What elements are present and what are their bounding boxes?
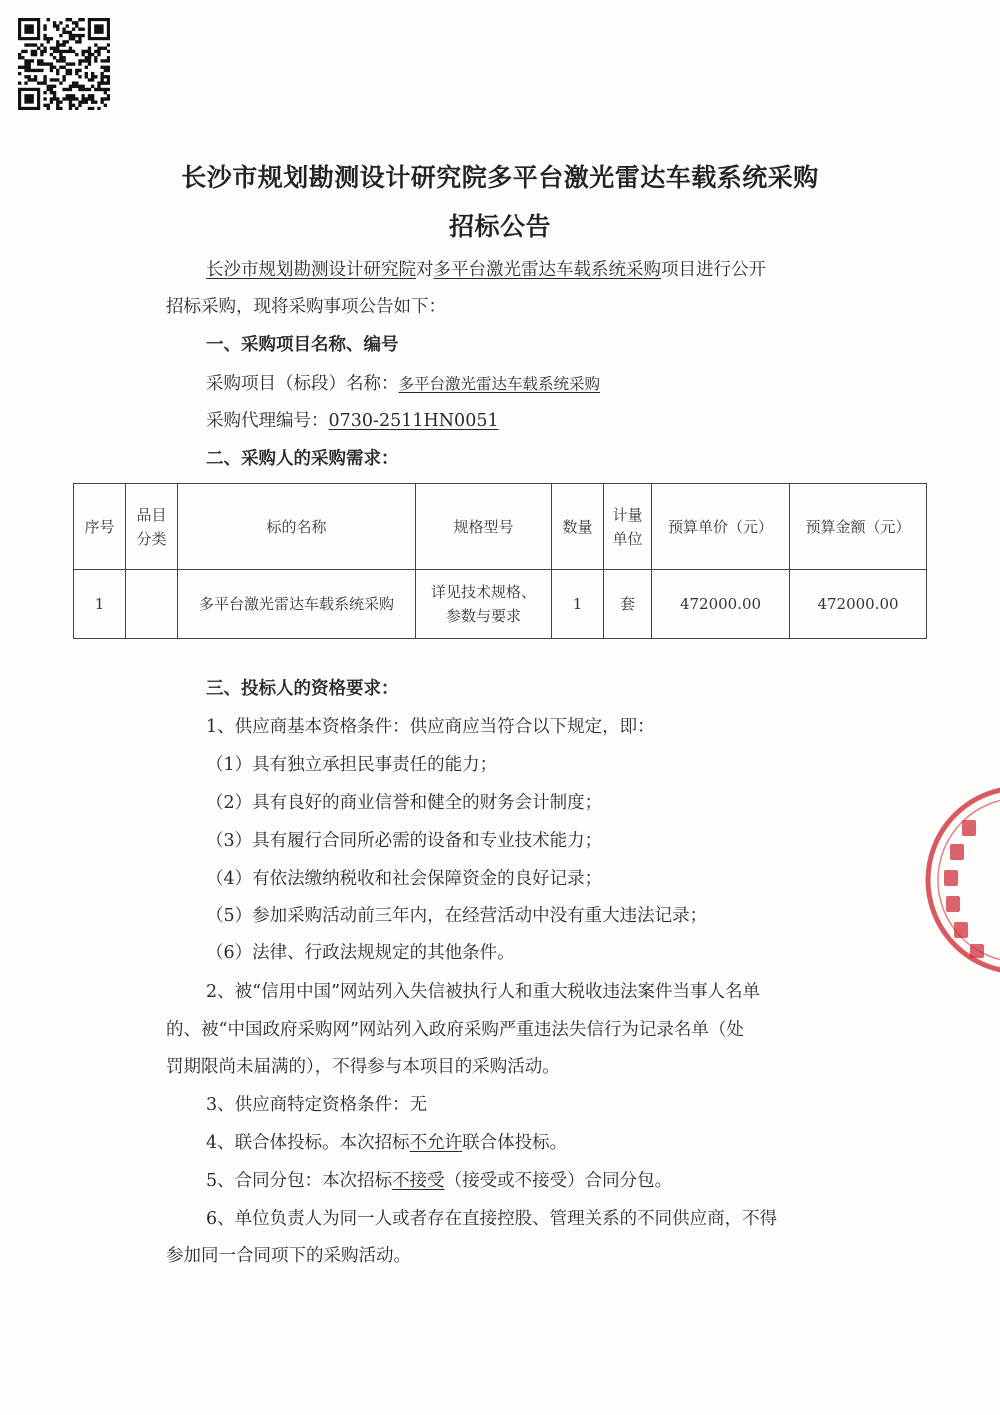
- qualification-1-item: （2）具有良好的商业信誉和健全的财务会计制度；: [206, 793, 603, 813]
- header-seq: 序号: [74, 484, 126, 570]
- qualification-4: 4、联合体投标。本次招标不允许联合体投标。: [206, 1133, 568, 1153]
- section2-heading: 二、采购人的采购需求：: [206, 449, 399, 469]
- project-code-value: 0730-2511HN0051: [328, 411, 499, 431]
- qualification-6-line2: 参加同一合同项下的采购活动。: [166, 1246, 411, 1266]
- doc-title-line2: 招标公告: [448, 212, 551, 241]
- intro-line1: [206, 262, 766, 280]
- cell-name: 多平台激光雷达车载系统采购: [178, 570, 416, 639]
- intro-line2: 招标采购，现将采购事项公告如下：: [166, 297, 446, 317]
- qualification-3: 3、供应商特定资格条件：无: [206, 1095, 428, 1115]
- qualification-1-item: （3）具有履行合同所必需的设备和专业技术能力；: [206, 831, 603, 851]
- project-name-label: 采购项目（标段）名称：: [206, 374, 399, 394]
- header-unit: 计量 单位: [604, 484, 652, 570]
- qualification-1-item: （6）法律、行政法规规定的其他条件。: [206, 943, 515, 963]
- header-spec: 规格型号: [416, 484, 552, 570]
- requirements-table: [73, 483, 927, 639]
- qualification-2-line2: 的、被“中国政府采购网”网站列入政府采购严重违法失信行为记录名单（处: [166, 1020, 744, 1040]
- table-header-row: [74, 484, 927, 570]
- qualification-1-item: （5）参加采购活动前三年内，在经营活动中没有重大违法记录；: [206, 906, 708, 926]
- consortium-flag: 不允许: [409, 1133, 463, 1153]
- subcontract-flag: 不接受: [392, 1171, 445, 1191]
- qr-code-icon: [18, 18, 110, 110]
- qualification-6-line1: 6、单位负责人为同一人或者存在直接控股、管理关系的不同供应商，不得: [206, 1209, 778, 1229]
- header-category: 品目 分类: [126, 484, 178, 570]
- qualification-2-line1: 2、被“信用中国”网站列入失信被执行人和重大税收违法案件当事人名单: [206, 982, 761, 1002]
- header-amount: 预算金额（元）: [790, 484, 927, 570]
- header-price: 预算单价（元）: [652, 484, 790, 570]
- intro-project: 多平台激光雷达车载系统采购: [433, 260, 661, 280]
- cell-amount: 472000.00: [790, 570, 927, 639]
- doc-title-line1: 长沙市规划勘测设计研究院多平台激光雷达车载系统采购: [181, 163, 819, 192]
- qualification-1-item: （1）具有独立承担民事责任的能力；: [206, 755, 498, 775]
- project-name-value: 多平台激光雷达车载系统采购: [398, 375, 601, 393]
- section1-heading: 一、采购项目名称、编号: [206, 335, 399, 355]
- cell-seq: 1: [74, 570, 126, 639]
- header-name: 标的名称: [178, 484, 416, 570]
- cell-qty: 1: [552, 570, 604, 639]
- qualification-1-item: （4）有依法缴纳税收和社会保障资金的良好记录；: [206, 869, 603, 889]
- project-name-line: [206, 376, 600, 394]
- cell-spec: 详见技术规格、 参数与要求: [416, 570, 552, 639]
- intro-rest: 项目进行公开: [661, 260, 766, 280]
- qualification-5: 5、合同分包：本次招标不接受（接受或不接受）合同分包。: [206, 1171, 673, 1191]
- qualification-2-line3: 罚期限尚未届满的），不得参与本项目的采购活动。: [166, 1057, 560, 1077]
- table-row: [74, 570, 927, 639]
- project-code-line: [206, 413, 499, 431]
- section3-heading: 三、投标人的资格要求：: [206, 679, 399, 699]
- header-qty: 数量: [552, 484, 604, 570]
- project-code-label: 采购代理编号：: [206, 411, 329, 431]
- qualification-1: 1、供应商基本资格条件：供应商应当符合以下规定，即：: [206, 717, 655, 737]
- intro-buyer: 长沙市规划勘测设计研究院: [206, 260, 416, 280]
- cell-price: 472000.00: [652, 570, 790, 639]
- red-seal-stamp: [920, 780, 1000, 980]
- intro-mid: 对: [416, 260, 434, 280]
- cell-unit: 套: [604, 570, 652, 639]
- cell-category: [126, 570, 178, 639]
